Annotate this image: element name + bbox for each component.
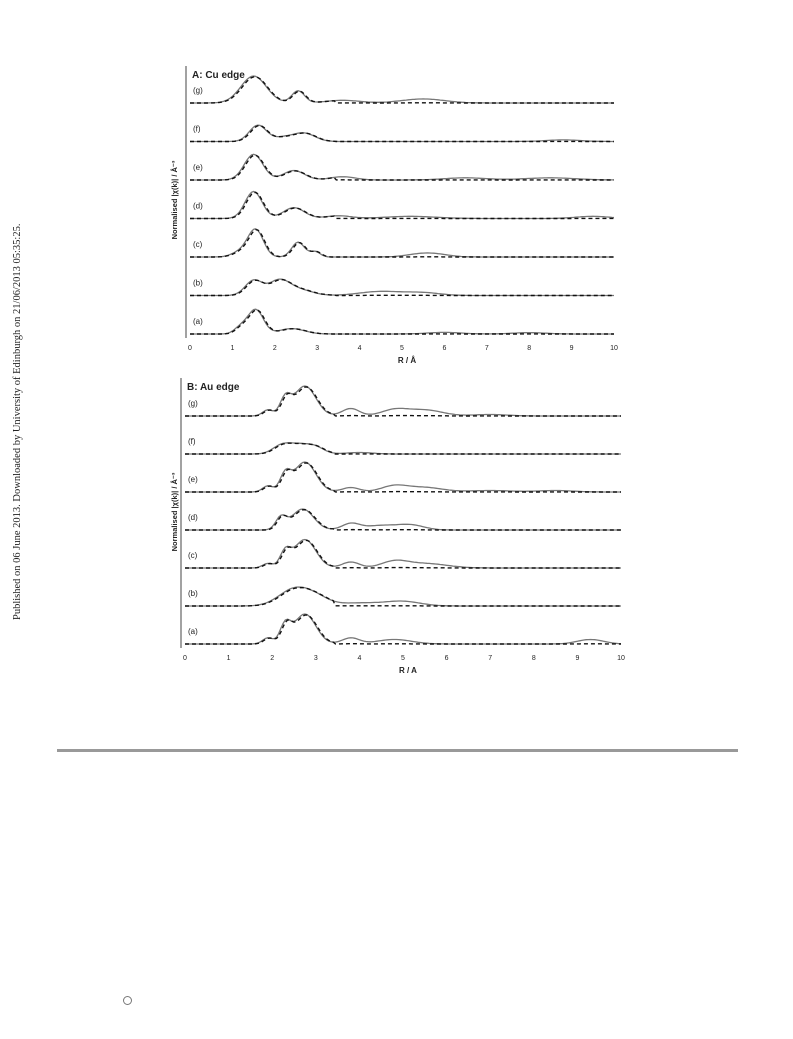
fit-trace — [185, 443, 621, 454]
trace-label: (b) — [193, 278, 203, 288]
trace-label: (e) — [193, 163, 203, 172]
fit-trace — [190, 280, 614, 296]
fit-trace — [190, 310, 614, 334]
fit-trace — [185, 540, 621, 568]
experimental-trace — [185, 443, 621, 454]
x-tick-label: 6 — [442, 345, 447, 352]
experimental-trace — [185, 386, 621, 416]
trace-label: (a) — [193, 317, 203, 326]
trace-label: (c) — [193, 240, 203, 249]
x-tick-label: 2 — [270, 655, 275, 662]
fit-trace — [190, 230, 614, 257]
x-tick-label: 8 — [531, 655, 536, 662]
trace-label: (d) — [193, 201, 203, 211]
experimental-trace — [185, 540, 621, 569]
experimental-trace — [190, 76, 614, 103]
x-tick-label: 4 — [357, 655, 362, 662]
x-tick-label: 10 — [610, 345, 618, 352]
trace-label: (f) — [188, 437, 196, 446]
x-axis-label: R / A — [399, 666, 417, 675]
x-tick-label: 6 — [444, 655, 449, 662]
x-tick-label: 1 — [230, 345, 235, 352]
x-tick-label: 8 — [527, 345, 532, 352]
fit-trace — [190, 155, 614, 180]
experimental-trace — [185, 462, 621, 492]
trace-label: (f) — [193, 124, 201, 134]
x-tick-label: 10 — [617, 655, 625, 662]
x-tick-label: 4 — [357, 345, 362, 352]
experimental-trace — [185, 509, 621, 530]
fit-trace — [185, 387, 621, 416]
experimental-trace — [190, 229, 614, 257]
x-tick-label: 3 — [313, 655, 318, 662]
x-tick-label: 7 — [484, 345, 489, 352]
trace-label: (b) — [188, 589, 198, 598]
x-axis-label: R / Å — [397, 356, 417, 365]
experimental-trace — [190, 125, 614, 141]
cu-edge-panel — [165, 60, 625, 375]
trace-label: (a) — [188, 627, 198, 636]
cu-edge-chart — [165, 60, 625, 370]
experimental-trace — [185, 614, 621, 644]
fit-trace — [190, 192, 614, 218]
x-tick-label: 3 — [315, 345, 320, 352]
y-axis-label: Normalised |χ(k)| / Å⁻³ — [170, 160, 179, 240]
experimental-trace — [190, 309, 614, 334]
fit-trace — [185, 510, 621, 530]
trace-label: (g) — [193, 86, 203, 95]
experimental-trace — [190, 192, 614, 219]
y-axis-label: Normalised |χ(k)| / Å⁻³ — [170, 472, 179, 552]
experimental-trace — [190, 279, 614, 295]
trace-label: (d) — [188, 513, 198, 522]
trace-label: (e) — [188, 475, 198, 484]
page-divider — [57, 749, 738, 752]
x-tick-label: 2 — [272, 345, 277, 352]
experimental-trace — [185, 587, 621, 606]
published-note: Published on 06 June 2013. Downloaded by University of Edinburgh on 21/06/2013 05:35:25. — [12, 223, 23, 620]
x-tick-label: 0 — [183, 655, 187, 662]
fit-trace — [190, 77, 614, 103]
au-edge-chart — [165, 372, 635, 682]
x-tick-label: 5 — [401, 655, 405, 662]
x-tick-label: 7 — [488, 655, 493, 662]
au-edge-panel — [165, 372, 635, 687]
bullet-icon — [123, 996, 132, 1005]
x-tick-label: 5 — [400, 345, 404, 352]
trace-label: (c) — [188, 551, 198, 560]
x-tick-label: 9 — [575, 655, 580, 662]
fit-trace — [185, 463, 621, 492]
x-tick-label: 9 — [569, 345, 574, 352]
chart-title: B: Au edge — [187, 382, 240, 393]
chart-title: A: Cu edge — [192, 70, 245, 81]
x-tick-label: 0 — [188, 345, 192, 352]
experimental-trace — [190, 154, 614, 180]
trace-label: (g) — [188, 399, 198, 408]
x-tick-label: 1 — [226, 655, 231, 662]
fit-trace — [185, 588, 621, 606]
